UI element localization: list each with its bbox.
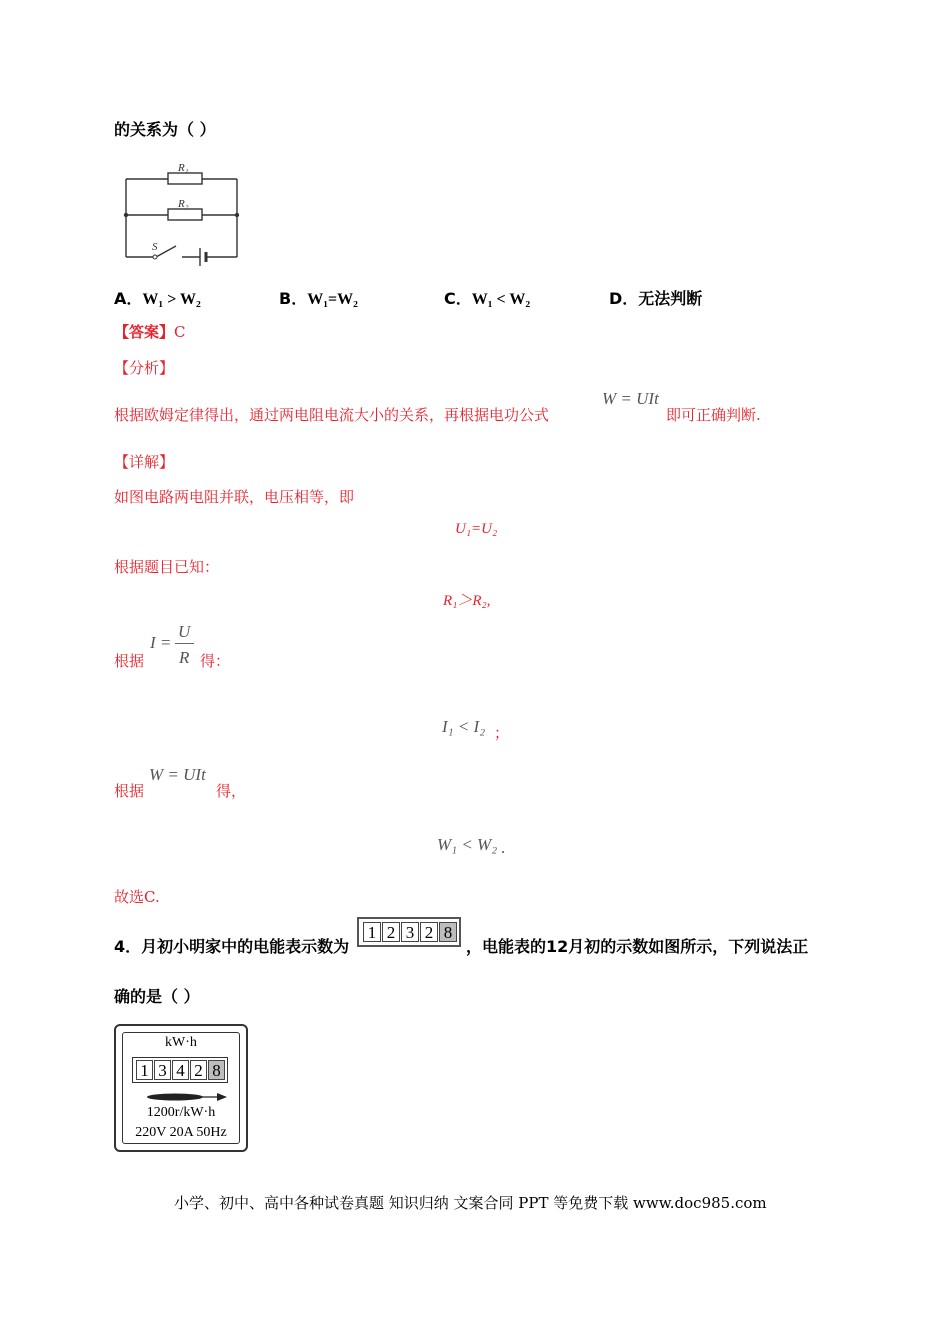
meter-digit-decimal: 8 <box>208 1060 225 1080</box>
inline-meter-reading <box>357 917 461 947</box>
detail-de-colon: 得： <box>200 652 231 670</box>
inline-digit: 3 <box>401 922 419 942</box>
analysis-formula: W = UIt <box>602 389 659 408</box>
analysis-label: 【分析】 <box>114 359 175 377</box>
meter-rating-revolutions: 1200r/kW·h <box>146 1105 216 1120</box>
option-c-letter: C． <box>444 289 472 308</box>
detail-de-comma: 得， <box>216 782 247 800</box>
option-c-text: W₁ < W₂ <box>471 291 531 308</box>
detail-label: 【详解】 <box>114 453 175 471</box>
equation-current-punct: ； <box>494 724 510 742</box>
option-b-text: W₁=W₂ <box>307 291 358 308</box>
option-a-text: W₁ > W₂ <box>142 291 201 308</box>
question-4-stem-after: ，电能表的12月初的示数如图所示，下列说法正 <box>466 937 809 956</box>
inline-digit: 2 <box>382 922 400 942</box>
answer-label: 【答案】 <box>114 323 175 341</box>
option-b-letter: B． <box>279 289 308 308</box>
meter-digit: 4 <box>172 1060 189 1080</box>
junction-left <box>124 213 128 217</box>
detail-line-1: 如图电路两电阻并联，电压相等，即 <box>114 488 355 506</box>
meter-digit: 3 <box>154 1060 171 1080</box>
detail-genju: 根据 <box>114 652 145 670</box>
meter-unit: kW·h <box>165 1035 197 1050</box>
switch-label: S <box>152 241 158 253</box>
question-4-stem-before: 4．月初小明家中的电能表示数为 <box>114 937 350 956</box>
rotation-arrow-icon <box>141 1089 227 1105</box>
electric-meter <box>114 1024 248 1152</box>
equation-resistance: R₁＞R₂, <box>443 593 491 609</box>
r2-label: R₂ <box>178 198 189 210</box>
question-4-stem-line-2: 确的是（ ） <box>114 987 200 1006</box>
meter-rating-electrical: 220V 20A 50Hz <box>135 1125 227 1140</box>
question-3-stem: 的关系为（ ） <box>114 120 216 139</box>
meter-digit: 1 <box>136 1060 153 1080</box>
ohm-denominator: R <box>179 648 190 667</box>
equation-voltage: U₁=U₂ <box>455 521 498 537</box>
ohm-lhs: I = <box>150 633 172 652</box>
option-a <box>114 286 201 309</box>
inline-digit-decimal: 8 <box>439 922 457 942</box>
option-c <box>444 286 530 309</box>
option-d-text: 无法判断 <box>638 289 703 308</box>
conclusion: 故选C. <box>114 888 160 906</box>
r1-label: R₁ <box>178 162 189 174</box>
fraction-bar <box>175 643 194 644</box>
analysis-text-before: 根据欧姆定律得出，通过两电阻电流大小的关系，再根据电功公式 <box>114 406 550 424</box>
answer-line <box>114 321 186 342</box>
junction-right <box>235 213 239 217</box>
meter-digit: 2 <box>190 1060 207 1080</box>
analysis-text-after: 即可正确判断. <box>666 406 761 424</box>
circuit-diagram <box>118 158 246 270</box>
meter-reading-window <box>132 1057 228 1083</box>
ohm-numerator: U <box>178 622 191 641</box>
detail-genju-2: 根据 <box>114 782 145 800</box>
page-footer: 小学、初中、高中各种试卷真题 知识归纳 文案合同 PPT 等免费下载 www.doc985.com <box>174 1194 767 1212</box>
equation-work-punct: . <box>501 838 506 857</box>
answer-value: C <box>174 323 186 341</box>
detail-line-2: 根据题目已知： <box>114 558 220 576</box>
equation-work: W₁ < W₂ <box>437 835 498 854</box>
work-formula: W = UIt <box>149 765 206 784</box>
inline-digit: 2 <box>420 922 438 942</box>
option-b <box>279 286 358 309</box>
option-d-letter: D． <box>609 289 639 308</box>
inline-digit: 1 <box>363 922 381 942</box>
equation-current: I₁ < I₂ <box>442 717 486 736</box>
option-d <box>609 286 702 309</box>
option-a-letter: A． <box>114 289 143 308</box>
